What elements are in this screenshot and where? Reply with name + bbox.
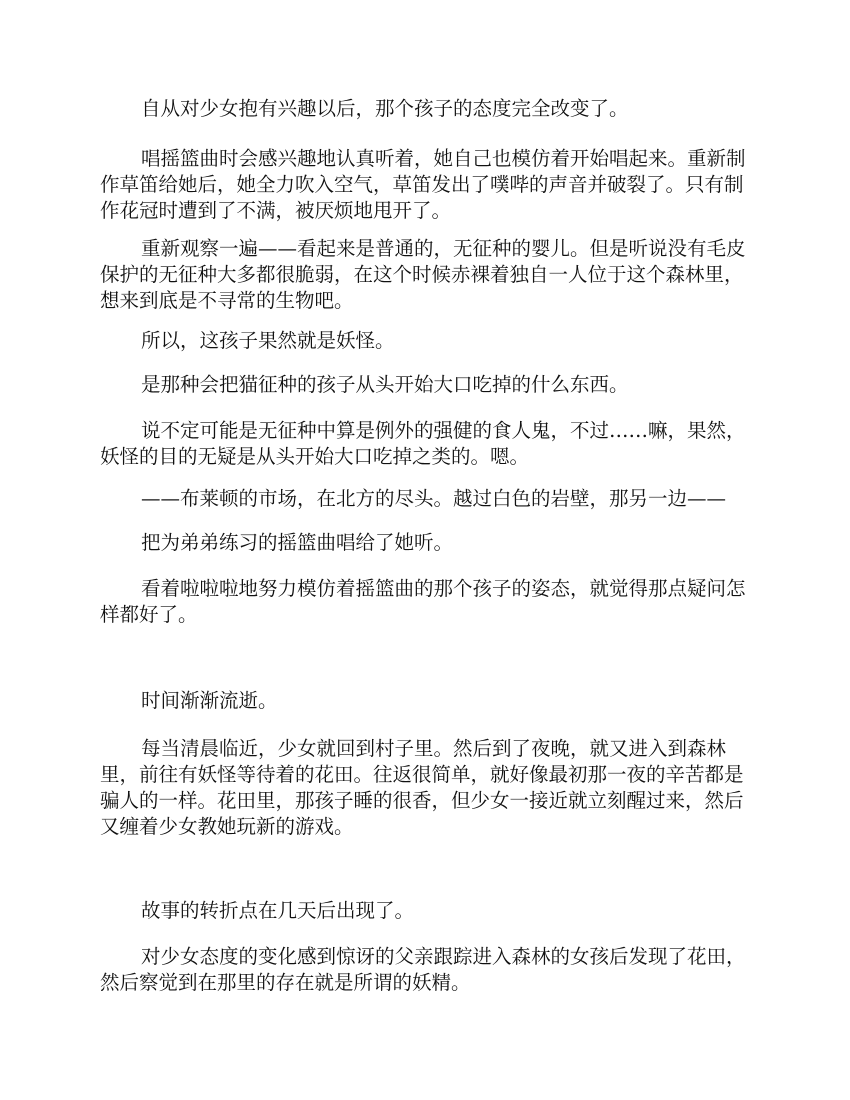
- paragraph-13: 对少女态度的变化感到惊讶的父亲跟踪进入森林的女孩后发现了花田，然后察觉到在那里的存在就是所谓的妖精。: [100, 945, 746, 994]
- paragraph-5: 是那种会把猫征种的孩子从头开始大口吃掉的什么东西。: [141, 373, 629, 396]
- paragraph-8: 把为弟弟练习的摇篮曲唱给了她听。: [141, 531, 454, 554]
- paragraph-9: 看着啦啦啦地努力模仿着摇篮曲的那个孩子的姿态，就觉得那点疑问怎样都好了。: [100, 577, 746, 626]
- paragraph-12: 故事的转折点在几天后出现了。: [141, 899, 415, 922]
- document-page: [100, 0, 750, 1100]
- paragraph-10: 时间渐渐流逝。: [141, 689, 278, 712]
- paragraph-6: 说不定可能是无征种中算是例外的强健的食人鬼，不过……嘛，果然，妖怪的目的无疑是从头开始大口吃掉之类的。嗯。: [100, 419, 746, 468]
- paragraph-7: ——布莱顿的市场，在北方的尽头。越过白色的岩壁，那另一边——: [141, 487, 727, 510]
- paragraph-11: 每当清晨临近，少女就回到村子里。然后到了夜晚，就又进入到森林里，前往有妖怪等待着的花田。往返很简单，就好像最初那一夜的辛苦都是骗人的一样。花田里，那孩子睡的很香，但少女一接近就立刻醒过来，然后又缠着少女教她玩新的游戏。: [100, 737, 744, 838]
- paragraph-3: 重新观察一遍——看起来是普通的，无征种的婴儿。但是听说没有毛皮保护的无征种大多都很脆弱，在这个时候赤裸着独自一人位于这个森林里，想来到底是不寻常的生物吧。: [100, 237, 746, 312]
- paragraph-2: 唱摇篮曲时会感兴趣地认真听着，她自己也模仿着开始唱起来。重新制作草笛给她后，她全力吹入空气，草笛发出了噗哔的声音并破裂了。只有制作花冠时遭到了不满，被厌烦地甩开了。: [100, 147, 746, 222]
- paragraph-4: 所以，这孩子果然就是妖怪。: [141, 329, 395, 352]
- paragraph-1: 自从对少女抱有兴趣以后，那个孩子的态度完全改变了。: [141, 97, 629, 120]
